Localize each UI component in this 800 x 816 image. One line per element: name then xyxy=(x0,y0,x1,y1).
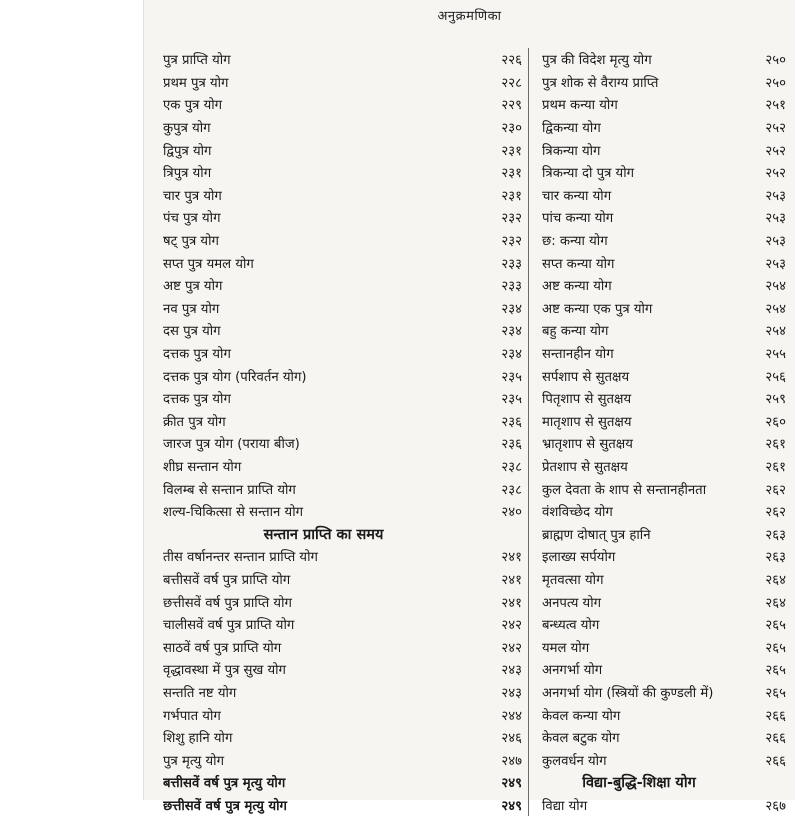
entry-title: पुत्र शोक से वैराग्य प्राप्ति xyxy=(542,75,659,91)
toc-entry xyxy=(163,545,528,568)
toc-entry xyxy=(536,297,786,320)
toc-entry xyxy=(163,342,528,365)
page-number: २६४ xyxy=(765,572,786,588)
page-number: २६३ xyxy=(765,527,786,543)
toc-entry xyxy=(536,590,786,613)
toc-entry xyxy=(536,432,786,455)
entry-title: सर्पशाप से सुतक्षय xyxy=(542,369,630,385)
toc-entry xyxy=(163,613,528,636)
page-number: २६५ xyxy=(765,640,786,656)
page-number: २४९ xyxy=(501,776,522,792)
entry-title: अनगर्भा योग (स्त्रियों की कुण्डली में) xyxy=(542,685,714,701)
entry-title: मृतवत्सा योग xyxy=(542,572,604,588)
toc-entry xyxy=(163,635,528,658)
section-heading xyxy=(163,522,528,545)
toc-entry xyxy=(163,455,528,478)
entry-title: त्रिपुत्र योग xyxy=(163,166,212,182)
entry-title: बत्तीसवें वर्ष पुत्र प्राप्ति योग xyxy=(163,572,291,588)
page-number: २५३ xyxy=(765,256,786,272)
entry-title: चालीसवें वर्ष पुत्र प्राप्ति योग xyxy=(163,618,295,634)
entry-title: ब्राह्मण दोषात् पुत्र हानि xyxy=(542,527,651,543)
toc-entry xyxy=(163,274,528,297)
page-number: २३२ xyxy=(501,211,522,227)
page-number: २४४ xyxy=(501,708,522,724)
page-number: २५१ xyxy=(765,98,786,114)
page-number: २३१ xyxy=(501,143,522,159)
entry-title: पंच पुत्र योग xyxy=(163,211,221,227)
page-number: २४३ xyxy=(501,685,522,701)
toc-entry xyxy=(536,613,786,636)
toc-entry xyxy=(536,319,786,342)
toc-entry xyxy=(163,432,528,455)
left-column xyxy=(163,48,529,816)
toc-entry xyxy=(163,297,528,320)
section-heading xyxy=(536,771,786,794)
toc-entry xyxy=(163,206,528,229)
entry-title: नव पुत्र योग xyxy=(163,301,220,317)
page-number: २३० xyxy=(501,121,522,137)
entry-title: सन्तति नष्ट योग xyxy=(163,685,237,701)
toc-entry xyxy=(536,455,786,478)
toc-entry xyxy=(536,387,786,410)
page-number: २३४ xyxy=(501,301,522,317)
entry-title: चार कन्या योग xyxy=(542,188,612,204)
entry-title: पुत्र मृत्यु योग xyxy=(163,753,225,769)
page-number: २४७ xyxy=(501,753,522,769)
toc-entry xyxy=(163,251,528,274)
entry-title: दत्तक पुत्र योग xyxy=(163,347,231,363)
page-number: २४६ xyxy=(501,731,522,747)
page-number: २६२ xyxy=(765,482,786,498)
entry-title: विद्या योग xyxy=(542,798,588,814)
toc-entry xyxy=(163,477,528,500)
toc-entry xyxy=(163,748,528,771)
page-number: २४१ xyxy=(501,550,522,566)
toc-entry xyxy=(536,274,786,297)
page-number: २३६ xyxy=(501,414,522,430)
page-number: २५४ xyxy=(765,324,786,340)
toc-entry xyxy=(536,71,786,94)
toc-entry xyxy=(163,161,528,184)
toc-entry xyxy=(536,48,786,71)
toc-entry xyxy=(163,364,528,387)
toc-entry xyxy=(536,410,786,433)
entry-title: दत्तक पुत्र योग xyxy=(163,392,231,408)
entry-title: केवल कन्या योग xyxy=(542,708,621,724)
toc-entry xyxy=(163,703,528,726)
page-number: २५० xyxy=(765,75,786,91)
toc-entry xyxy=(536,794,786,816)
page-number: २३८ xyxy=(501,482,522,498)
page-number: २३६ xyxy=(501,437,522,453)
toc-entry xyxy=(536,364,786,387)
entry-title: मातृशाप से सुतक्षय xyxy=(542,414,632,430)
entry-title: क्रीत पुत्र योग xyxy=(163,414,226,430)
entry-title: शीघ्र सन्तान योग xyxy=(163,459,242,475)
page-number: २५३ xyxy=(765,234,786,250)
toc-entry xyxy=(163,184,528,207)
page-number: २५० xyxy=(765,53,786,69)
page-number: २६६ xyxy=(765,708,786,724)
toc-entry xyxy=(536,545,786,568)
entry-title: छत्तीसवें वर्ष पुत्र मृत्यु योग xyxy=(163,798,287,814)
toc-entry xyxy=(536,93,786,116)
entry-title: बन्ध्यत्व योग xyxy=(542,618,600,634)
entry-title: षट् पुत्र योग xyxy=(163,234,219,250)
entry-title: प्रेतशाप से सुतक्षय xyxy=(542,459,628,475)
entry-title: द्विकन्या योग xyxy=(542,121,601,137)
page-number: २५४ xyxy=(765,301,786,317)
toc-entry xyxy=(163,590,528,613)
page-number: २३१ xyxy=(501,188,522,204)
toc-entry xyxy=(536,138,786,161)
entry-title: बत्तीसवें वर्ष पुत्र मृत्यु योग xyxy=(163,776,286,792)
entry-title: कुल देवता के शाप से सन्तानहीनता xyxy=(542,482,707,498)
toc-entry xyxy=(163,681,528,704)
toc-entry xyxy=(536,116,786,139)
entry-title: अष्ट कन्या योग xyxy=(542,279,612,295)
page-number: २४१ xyxy=(501,572,522,588)
entry-title: विद्या-बुद्धि-शिक्षा योग xyxy=(582,775,696,792)
page-number: २४९ xyxy=(501,798,522,814)
page-number: २३५ xyxy=(501,369,522,385)
toc-entry xyxy=(163,500,528,523)
entry-title: सन्तानहीन योग xyxy=(542,347,614,363)
page-number: २३५ xyxy=(501,392,522,408)
page-number: २३८ xyxy=(501,459,522,475)
page-number: २५२ xyxy=(765,121,786,137)
toc-entry xyxy=(536,184,786,207)
page-number: २५२ xyxy=(765,143,786,159)
entry-title: पुत्र की विदेश मृत्यु योग xyxy=(542,53,652,69)
entry-title: विलम्ब से सन्तान प्राप्ति योग xyxy=(163,482,296,498)
toc-entry xyxy=(536,748,786,771)
entry-title: अनपत्य योग xyxy=(542,595,602,611)
entry-title: सप्त पुत्र यमल योग xyxy=(163,256,254,272)
entry-title: शल्य-चिकित्सा से सन्तान योग xyxy=(163,505,304,521)
page-number: २२६ xyxy=(501,53,522,69)
page-number: २३३ xyxy=(501,279,522,295)
entry-title: चार पुत्र योग xyxy=(163,188,222,204)
page-number: २६३ xyxy=(765,550,786,566)
page-number: २४१ xyxy=(501,595,522,611)
toc-entry xyxy=(536,635,786,658)
page-number: २३४ xyxy=(501,347,522,363)
page-number: २६४ xyxy=(765,595,786,611)
page-number: २६२ xyxy=(765,505,786,521)
toc-entry xyxy=(536,658,786,681)
entry-title: बहु कन्या योग xyxy=(542,324,609,340)
toc-entry xyxy=(163,387,528,410)
toc-entry xyxy=(163,319,528,342)
page-number: २६६ xyxy=(765,753,786,769)
toc-entry xyxy=(536,681,786,704)
toc-entry xyxy=(163,229,528,252)
entry-title: अष्ट कन्या एक पुत्र योग xyxy=(542,301,653,317)
entry-title: भ्रातृशाप से सुतक्षय xyxy=(542,437,633,453)
page-number: २३१ xyxy=(501,166,522,182)
right-column xyxy=(536,48,786,816)
page-header: अनुक्रमणिका xyxy=(437,9,502,24)
book-page xyxy=(143,0,795,814)
entry-title: द्विपुत्र योग xyxy=(163,143,212,159)
toc-entry xyxy=(163,658,528,681)
entry-title: दत्तक पुत्र योग (परिवर्तन योग) xyxy=(163,369,307,385)
entry-title: गर्भपात योग xyxy=(163,708,221,724)
toc-entry xyxy=(163,771,528,794)
entry-title: जारज पुत्र योग (पराया बीज) xyxy=(163,437,300,453)
page-number: २६० xyxy=(765,414,786,430)
entry-title: इलाख्य सर्पयोग xyxy=(542,550,616,566)
toc-entry xyxy=(163,726,528,749)
entry-title: प्रथम कन्या योग xyxy=(542,98,618,114)
toc-entry xyxy=(536,522,786,545)
entry-title: पांच कन्या योग xyxy=(542,211,614,227)
page-number: २५४ xyxy=(765,279,786,295)
toc-entry xyxy=(163,48,528,71)
toc-entry xyxy=(536,206,786,229)
page-number: २६१ xyxy=(765,437,786,453)
toc-entry xyxy=(536,342,786,365)
page-number: २६५ xyxy=(765,663,786,679)
page-number: २५३ xyxy=(765,211,786,227)
entry-title: यमल योग xyxy=(542,640,590,656)
toc-entry xyxy=(163,116,528,139)
toc-entry xyxy=(163,93,528,116)
toc-entry xyxy=(536,229,786,252)
page-number: २४२ xyxy=(501,640,522,656)
toc-entry xyxy=(163,568,528,591)
toc-entry xyxy=(536,703,786,726)
entry-title: सन्तान प्राप्ति का समय xyxy=(263,526,384,543)
page-number: २६७ xyxy=(765,798,786,814)
toc-entry xyxy=(536,477,786,500)
entry-title: शिशु हानि योग xyxy=(163,731,233,747)
entry-title: पितृशाप से सुतक्षय xyxy=(542,392,632,408)
page-number: २२८ xyxy=(501,75,522,91)
toc-entry xyxy=(536,161,786,184)
entry-title: तीस वर्षानन्तर सन्तान प्राप्ति योग xyxy=(163,550,318,566)
page-number: २५६ xyxy=(765,369,786,385)
page-number: २५९ xyxy=(765,392,786,408)
entry-title: दस पुत्र योग xyxy=(163,324,221,340)
entry-title: अनगर्भा योग xyxy=(542,663,603,679)
page-number: २३३ xyxy=(501,256,522,272)
entry-title: त्रिकन्या दो पुत्र योग xyxy=(542,166,635,182)
page-number: २३२ xyxy=(501,234,522,250)
page-number: २५३ xyxy=(765,188,786,204)
page-number: २६५ xyxy=(765,618,786,634)
entry-title: वृद्धावस्था में पुत्र सुख योग xyxy=(163,663,286,679)
entry-title: छत्तीसवें वर्ष पुत्र प्राप्ति योग xyxy=(163,595,292,611)
toc-entry xyxy=(163,71,528,94)
toc-entry xyxy=(163,794,528,816)
toc-entry xyxy=(536,726,786,749)
toc-entry xyxy=(536,568,786,591)
toc-entry xyxy=(163,410,528,433)
entry-title: अष्ट पुत्र योग xyxy=(163,279,223,295)
entry-title: कुलवर्धन योग xyxy=(542,753,607,769)
toc-entry xyxy=(536,251,786,274)
page-number: २२९ xyxy=(501,98,522,114)
entry-title: साठवें वर्ष पुत्र प्राप्ति योग xyxy=(163,640,282,656)
entry-title: एक पुत्र योग xyxy=(163,98,223,114)
entry-title: पुत्र प्राप्ति योग xyxy=(163,53,231,69)
entry-title: छ: कन्या योग xyxy=(542,234,608,250)
toc-entry xyxy=(536,500,786,523)
entry-title: कुपुत्र योग xyxy=(163,121,211,137)
entry-title: प्रथम पुत्र योग xyxy=(163,75,229,91)
page-number: २५५ xyxy=(765,347,786,363)
page-number: २६५ xyxy=(765,685,786,701)
page-number: २४२ xyxy=(501,618,522,634)
page-number: २३४ xyxy=(501,324,522,340)
entry-title: केवल बटुक योग xyxy=(542,731,620,747)
page-number: २५२ xyxy=(765,166,786,182)
toc-entry xyxy=(163,138,528,161)
page-number: २६६ xyxy=(765,731,786,747)
page-number: २६१ xyxy=(765,459,786,475)
entry-title: त्रिकन्या योग xyxy=(542,143,601,159)
page-number: २४० xyxy=(501,505,522,521)
entry-title: वंशविच्छेद योग xyxy=(542,505,613,521)
page-number: २४३ xyxy=(501,663,522,679)
entry-title: सप्त कन्या योग xyxy=(542,256,615,272)
